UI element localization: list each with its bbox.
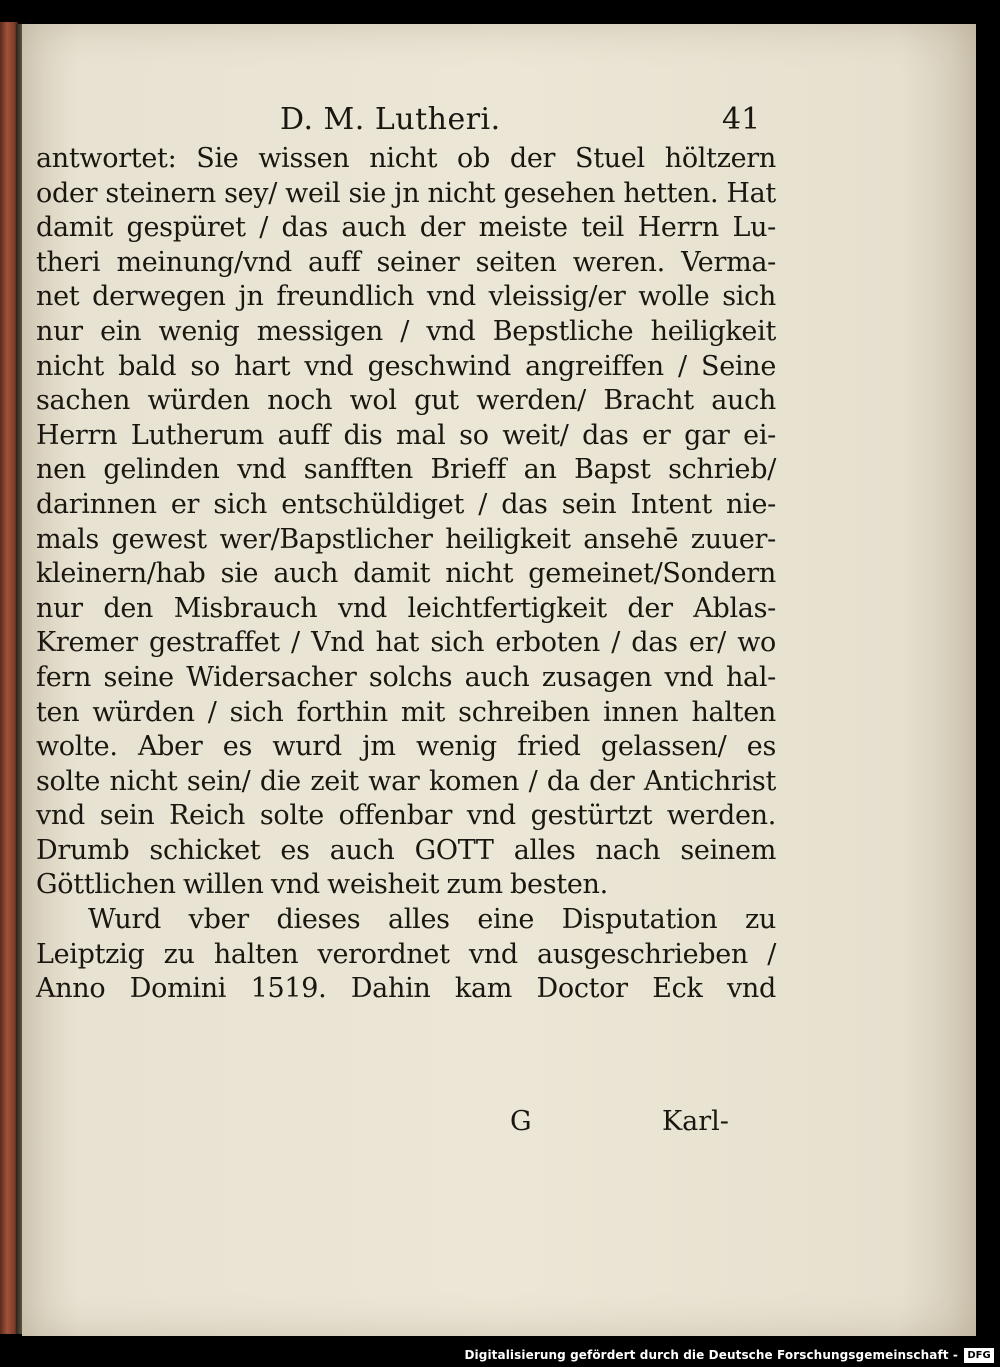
text-line: nur den Misbrauch vnd leichtfertigkeit der Ablas- [36, 592, 776, 624]
page-number: 41 [722, 102, 761, 137]
text-line-paragraph-start: Wurd vber dieses alles eine Disputation zu [88, 904, 776, 936]
text-line: oder steinern sey/ weil sie jn nicht gesehen hetten. Hat [36, 177, 776, 209]
text-line: ten würden / sich forthin mit schreiben innen halten [36, 696, 776, 728]
text-line: wolte. Aber es wurd jm wenig fried gelassen/ es [36, 731, 776, 763]
text-line: antwortet: Sie wissen nicht ob der Stuel höltzern [36, 143, 776, 174]
book-page [22, 24, 976, 1336]
text-line: nicht bald so hart vnd geschwind angreiffen / Seine [36, 350, 776, 382]
funding-credit: Digitalisierung gefördert durch die Deutsche Forschungsgemeinschaft - [464, 1348, 958, 1362]
text-line: net derwegen jn freundlich vnd vleissig/er wolle sich [36, 281, 776, 313]
page-header [22, 102, 976, 142]
text-line: sachen würden noch wol gut werden/ Bracht auch [36, 385, 776, 417]
text-line: fern seine Widersacher solchs auch zusagen vnd hal- [36, 661, 776, 693]
footer-credit-bar [0, 1345, 1000, 1367]
body-text [36, 142, 776, 1007]
text-line: Herrn Lutherum auff dis mal so weit/ das er gar ei- [36, 419, 776, 451]
text-line: nen gelinden vnd sanfften Brieff an Bapst schrieb/ [36, 454, 776, 486]
text-line: Anno Domini 1519. Dahin kam Doctor Eck vnd [36, 973, 776, 1005]
text-line: Drumb schicket es auch GOTT alles nach seinem [36, 834, 776, 866]
catchword: Karl- [662, 1106, 729, 1137]
signature-mark: G [510, 1106, 532, 1137]
text-line: Leiptzig zu halten verordnet vnd ausgeschrieben / [36, 938, 776, 970]
dfg-logo: DFG [964, 1348, 994, 1363]
text-line: Kremer gestraffet / Vnd hat sich erboten / das er/ wo [36, 627, 776, 659]
text-line: darinnen er sich entschüldiget / das sein Intent nie- [36, 488, 776, 520]
text-line: nur ein wenig messigen / vnd Bepstliche heiligkeit [36, 315, 776, 347]
running-head: D. M. Lutheri. [280, 102, 501, 137]
text-line: mals gewest wer/Bapstlicher heiligkeit ansehē zuuer- [36, 523, 776, 555]
page-foot [22, 1106, 976, 1146]
text-line: solte nicht sein/ die zeit war komen / da der Antichrist [36, 765, 776, 797]
text-line-paragraph-end: Göttlichen willen vnd weisheit zum besten. [36, 869, 608, 901]
text-line: damit gespüret / das auch der meiste teil Herrn Lu- [36, 212, 776, 244]
text-line: theri meinung/vnd auff seiner seiten weren. Verma- [36, 246, 776, 278]
text-line: vnd sein Reich solte offenbar vnd gestürtzt werden. [36, 800, 776, 832]
text-line: kleinern/hab sie auch damit nicht gemeinet/Sondern [36, 558, 776, 590]
